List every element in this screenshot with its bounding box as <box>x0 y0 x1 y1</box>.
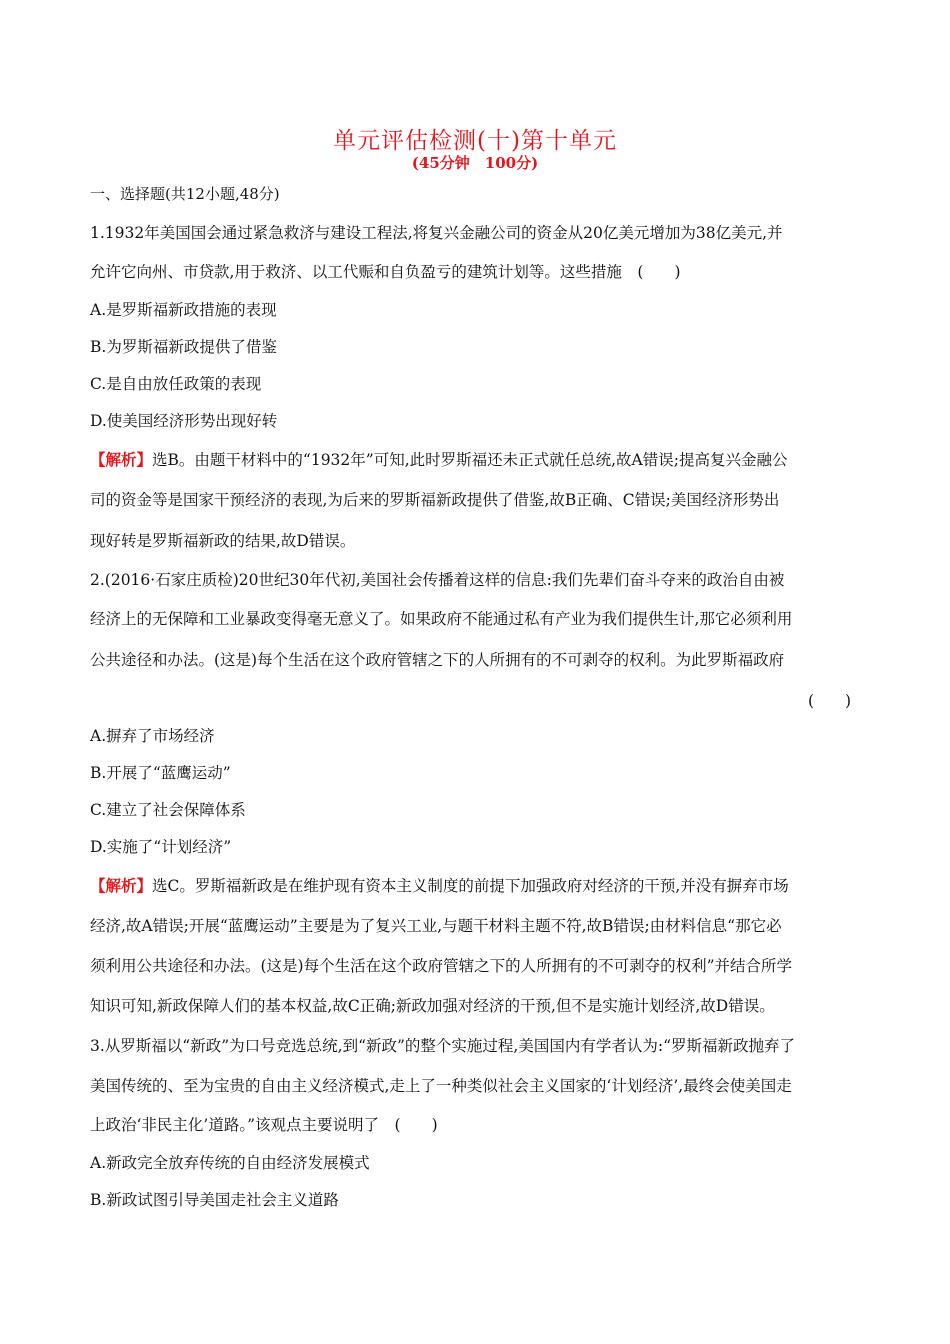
q2-analysis-line3: 须利用公共途径和办法。(这是)每个生活在这个政府管辖之下的人所拥有的不可剥夺的权利”并结合所学 <box>90 957 793 975</box>
q2-stem-line1: 2.(2016·石家庄质检)20世纪30年代初,美国社会传播着这样的信息:我们先辈们奋斗夺来的政治自由被 <box>90 571 785 589</box>
q2-option-d: D.实施了“计划经济” <box>90 838 232 856</box>
q2-stem-line2: 经济上的无保障和工业暴政变得毫无意义了。如果政府不能通过私有产业为我们提供生计,那它必须利用 <box>90 610 793 628</box>
q2-answer-paren: ( ) <box>808 692 852 710</box>
q2-option-c: C.建立了社会保障体系 <box>90 801 246 819</box>
q3-stem-line3: 上政治‘非民主化’道路。”该观点主要说明了 ( ) <box>90 1116 438 1134</box>
q1-analysis-line1 <box>90 450 865 470</box>
q2-option-a: A.摒弃了市场经济 <box>90 727 215 745</box>
q3-stem-line2: 美国传统的、至为宝贵的自由主义经济模式,走上了一种类似社会主义国家的‘计划经济’,最终会使美国走 <box>90 1077 792 1095</box>
q1-option-b: B.为罗斯福新政提供了借鉴 <box>90 338 277 356</box>
q3-stem-line1: 3.从罗斯福以“新政”为口号竞选总统,到“新政”的整个实施过程,美国国内有学者认为:“罗斯福新政抛弃了 <box>90 1037 795 1055</box>
q2-stem-line3: 公共途径和办法。(这是)每个生活在这个政府管辖之下的人所拥有的不可剥夺的权利。为此罗斯福政府 <box>90 651 785 669</box>
q1-option-d: D.使美国经济形势出现好转 <box>90 412 278 430</box>
q1-analysis-text: 选B。由题干材料中的“1932年”可知,此时罗斯福还未正式就任总统,故A错误;提高复兴金融公 <box>152 451 788 469</box>
section-heading: 一、选择题(共12小题,48分) <box>90 185 280 203</box>
q2-analysis-line2: 经济,故A错误;开展“蓝鹰运动”主要是为了复兴工业,与题干材料主题不符,故B错误;由材料信息“那它必 <box>90 917 782 935</box>
q1-analysis-line2: 司的资金等是国家干预经济的表现,为后来的罗斯福新政提供了借鉴,故B正确、C错误;美国经济形势出 <box>90 491 780 509</box>
q1-stem-line1: 1.1932年美国国会通过紧急救济与建设工程法,将复兴金融公司的资金从20亿美元增加为38亿美元,并 <box>90 224 783 242</box>
q3-option-b: B.新政试图引导美国走社会主义道路 <box>90 1191 339 1209</box>
analysis-tag: 【解析】 <box>90 450 153 469</box>
q2-analysis-line4: 知识可知,新政保障人们的基本权益,故C正确;新政加强对经济的干预,但不是实施计划经济,故D错误。 <box>90 997 775 1015</box>
q1-stem-line2: 允许它向州、市贷款,用于救济、以工代赈和自负盈亏的建筑计划等。这些措施 ( ) <box>90 263 681 281</box>
q2-analysis-text: 选C。罗斯福新政是在维护现有资本主义制度的前提下加强政府对经济的干预,并没有摒弃市场 <box>152 877 789 895</box>
q2-analysis-line1 <box>90 876 865 896</box>
page-title: 单元评估检测(十)第十单元 <box>333 128 617 154</box>
q1-analysis-line3: 现好转是罗斯福新政的结果,故D错误。 <box>90 532 356 550</box>
page-subtitle: (45分钟 100分) <box>411 154 539 172</box>
q2-option-b: B.开展了“蓝鹰运动” <box>90 764 231 782</box>
q1-option-c: C.是自由放任政策的表现 <box>90 375 262 393</box>
analysis-tag: 【解析】 <box>90 876 153 895</box>
q1-option-a: A.是罗斯福新政措施的表现 <box>90 301 277 319</box>
q3-option-a: A.新政完全放弃传统的自由经济发展模式 <box>90 1154 370 1172</box>
